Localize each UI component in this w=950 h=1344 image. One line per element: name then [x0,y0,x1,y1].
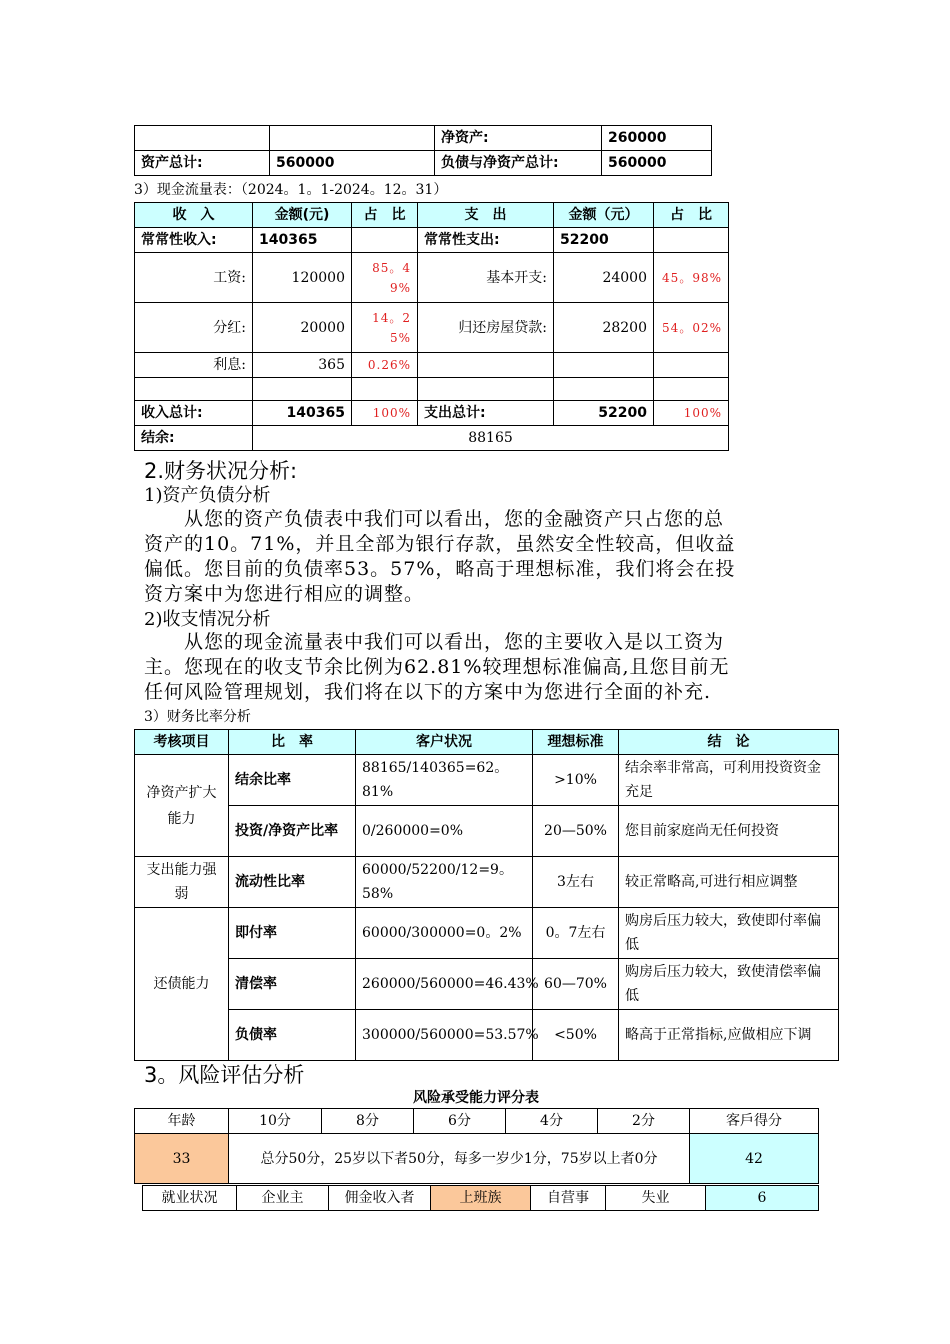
paragraph: 从您的资产负债表中我们可以看出，您的金融资产只占您的总 资产的10。71%，并且全部为银行存款，虽然安全性较高，但收益 偏低。您目前的负债率53。57%，略高于理想标准，我们将会在投 资方案中为您进行相应的调整。 [144,508,736,605]
header-score: 客戶得分 [690,1109,819,1134]
subheading: 2)收支情况分析 [144,609,271,630]
regular-expense-amount: 52200 [554,228,654,253]
total-income-amount: 140365 [253,401,352,426]
balance-cell [270,126,435,151]
subheading: 3）财务比率分析 [144,709,251,725]
section-heading: 3。风险评估分析 [144,1063,305,1087]
total-expense-label: 支出总计: [418,401,554,426]
balance-label: 结余: [135,426,253,451]
regular-expense-label: 常常性支出: [418,228,554,253]
income-pct: 85。49% [352,253,418,303]
age-note: 总分50分，25岁以下者50分，每多一岁少1分，75岁以上者0分 [229,1134,690,1184]
expense-label: 归还房屋贷款: [418,303,554,353]
group-label: 还债能力 [135,908,229,1061]
table-row [135,303,729,353]
expense-amount: 28200 [554,303,654,353]
total-liab-equity-value: 560000 [602,151,712,176]
employment-selected: 上班族 [431,1186,531,1211]
income-pct: 0.26% [352,353,418,378]
risk-score-table: 年龄 10分 8分 6分 4分 2分 客戶得分 33 总分50分，25岁以下者50分，每多一岁少1分，75岁以上者0分 42 [134,1108,819,1184]
employment-row: 就业状况 企业主 佣金收入者 上班族 自营事 失业 6 [142,1185,819,1211]
header-ratio: 占 比 [654,203,729,228]
header-amount: 金额(元) [253,203,352,228]
header-conclusion: 结 论 [619,730,839,755]
net-assets-label: 净资产: [435,126,602,151]
income-label: 利息: [135,353,253,378]
age-value: 33 [135,1134,229,1184]
balance-value: 88165 [253,426,729,451]
income-label: 工资: [135,253,253,303]
employment-label: 就业状况 [143,1186,237,1211]
total-income-label: 收入总计: [135,401,253,426]
subheading: 1)资产负债分析 [144,485,271,506]
header-income: 收 入 [135,203,253,228]
group-label: 净资产扩大能力 [135,755,229,857]
ratio-table [134,729,839,1061]
header-ratio: 比 率 [229,730,356,755]
total-expense-pct: 100% [654,401,729,426]
total-income-pct: 100% [352,401,418,426]
total-assets-value: 560000 [270,151,435,176]
table-row: 净资产扩大能力 结余比率 88165/140365=62。81% >10% 结余率非常高，可利用投资资金充足 [135,755,839,806]
balance-cell [135,126,270,151]
group-label: 支出能力强弱 [135,857,229,908]
expense-label: 基本开支: [418,253,554,303]
table-row: 清偿率 260000/560000=46.43% 60—70% 购房后压力较大，致使清偿率偏低 [135,959,839,1010]
total-expense-amount: 52200 [554,401,654,426]
table-row: 负债率 300000/560000=53.57% <50% 略高于正常指标,应做相应下调 [135,1010,839,1061]
table-row: 投资/净资产比率 0/260000=0% 20—50% 您目前家庭尚无任何投资 [135,806,839,857]
cashflow-table [134,202,729,451]
header-expense: 支 出 [418,203,554,228]
regular-income-label: 常常性收入: [135,228,253,253]
header-status: 客户状况 [356,730,533,755]
total-liab-equity-label: 负债与净资产总计: [435,151,602,176]
header-item: 考核项目 [135,730,229,755]
income-amount: 365 [253,353,352,378]
net-assets-value: 260000 [602,126,712,151]
header-amount: 金额（元） [554,203,654,228]
expense-amount: 24000 [554,253,654,303]
header-age: 年龄 [135,1109,229,1134]
income-amount: 120000 [253,253,352,303]
income-label: 分红: [135,303,253,353]
paragraph: 从您的现金流量表中我们可以看出，您的主要收入是以工资为 主。您现在的收支节余比例为62.81%较理想标准偏高,且您目前无 任何风险管理规划，我们将在以下的方案中为您进行全面的补充. [144,631,730,703]
table-row [135,353,729,378]
expense-pct: 45。98% [654,253,729,303]
total-assets-label: 资产总计: [135,151,270,176]
age-score: 42 [690,1134,819,1184]
header-ideal: 理想标准 [533,730,619,755]
regular-income-amount: 140365 [253,228,352,253]
header-ratio: 占 比 [352,203,418,228]
risk-table-title: 风险承受能力评分表 [413,1090,539,1106]
income-amount: 20000 [253,303,352,353]
balance-sheet-tail [134,125,712,176]
cashflow-caption: 3）现金流量表：（2024。1。1-2024。12。31） [134,182,448,198]
table-row [135,253,729,303]
section-heading: 2.财务状况分析: [144,459,298,483]
table-row: 支出能力强弱 流动性比率 60000/52200/12=9。58% 3左右 较正常略高,可进行相应调整 [135,857,839,908]
employment-score: 6 [706,1186,819,1211]
income-pct: 14。25% [352,303,418,353]
expense-pct: 54。02% [654,303,729,353]
table-row: 还债能力 即付率 60000/300000=0。2% 0。7左右 购房后压力较大，致使即付率偏低 [135,908,839,959]
